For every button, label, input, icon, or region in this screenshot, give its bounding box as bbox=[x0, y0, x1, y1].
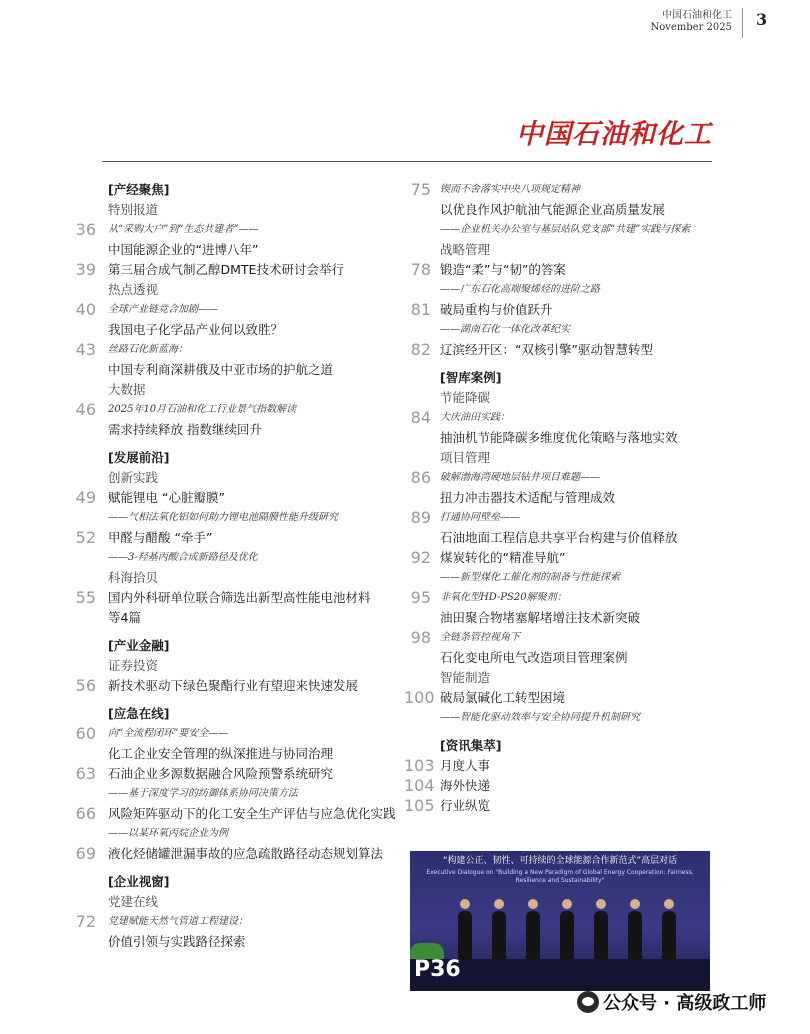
toc-entry-title[interactable] bbox=[404, 260, 710, 280]
toc-page-number: 89 bbox=[410, 508, 431, 527]
toc-entry-title[interactable] bbox=[404, 548, 710, 568]
toc-text: 大数据 bbox=[108, 382, 146, 397]
toc-text: 非氧化型HD-PS20解聚剂： bbox=[440, 592, 567, 603]
toc-entry-sub bbox=[404, 708, 710, 728]
toc-page-number: 104 bbox=[404, 776, 435, 795]
toc-text: [智库案例] bbox=[440, 370, 502, 385]
toc-text: 以优良作风护航油气能源企业高质量发展 bbox=[440, 202, 666, 217]
toc-page-number: 100 bbox=[404, 688, 435, 707]
toc-entry-pre[interactable] bbox=[404, 408, 710, 428]
toc-entry-cat bbox=[72, 468, 402, 488]
toc-text: 打通协同壁垒—— bbox=[440, 512, 520, 523]
toc-entry-sub bbox=[72, 548, 402, 568]
toc-entry-title[interactable] bbox=[404, 796, 710, 816]
toc-page-number: 46 bbox=[75, 400, 96, 419]
panelist bbox=[492, 911, 506, 959]
toc-entry-sub bbox=[72, 784, 402, 804]
toc-text: 破局重构与价值跃升 bbox=[440, 302, 553, 317]
toc-text: ——企业机关办公室与基层站队党支部“共建”实践与探索 bbox=[440, 224, 691, 235]
forum-photo bbox=[410, 851, 710, 991]
toc-entry-title bbox=[404, 608, 710, 628]
toc-text: 风险矩阵驱动下的化工安全生产评估与应急优化实践 bbox=[108, 806, 396, 821]
toc-text: 破解渤海湾硬地层钻井项目难题—— bbox=[440, 472, 600, 483]
toc-page-number: 95 bbox=[410, 588, 431, 607]
toc-entry-sub bbox=[404, 568, 710, 588]
toc-entry-cat bbox=[404, 388, 710, 408]
toc-text: 石油地面工程信息共享平台构建与价值释放 bbox=[440, 530, 678, 545]
toc-entry-sec bbox=[72, 872, 402, 892]
toc-entry-title[interactable] bbox=[72, 260, 402, 280]
panelist bbox=[662, 911, 676, 959]
toc-page-number: 103 bbox=[404, 756, 435, 775]
panelist bbox=[628, 911, 642, 959]
toc-text: [资讯集萃] bbox=[440, 738, 502, 753]
toc-text: 需求持续释放 指数继续回升 bbox=[108, 422, 262, 437]
toc-text: 大庆油田实践： bbox=[440, 412, 510, 423]
toc-text: 国内外科研单位联合筛选出新型高性能电池材料 bbox=[108, 590, 371, 605]
toc-page-number: 36 bbox=[75, 220, 96, 239]
toc-text: 辽滨经开区：“双核引擎”驱动智慧转型 bbox=[440, 342, 653, 357]
toc-text: 扭力冲击器技术适配与管理成效 bbox=[440, 490, 616, 505]
toc-text: 向“全流程闭环”要安全—— bbox=[108, 728, 229, 739]
toc-text: [企业视窗] bbox=[108, 874, 170, 889]
toc-text: ——3-羟基丙酸合成新路径及优化 bbox=[108, 552, 258, 563]
panelist bbox=[458, 911, 472, 959]
header-issue-date: November 2025 bbox=[650, 22, 732, 33]
toc-text: 锻造“柔”与“韧”的答案 bbox=[440, 262, 566, 277]
photo-banner-english: Executive Dialogue on "Building a New Paradigm of Global Energy Cooperation: Fairness, Resilience and Sustainability" bbox=[426, 869, 694, 884]
toc-entry-title bbox=[72, 420, 402, 440]
toc-entry-cat bbox=[404, 448, 710, 468]
toc-entry-cat bbox=[72, 280, 402, 300]
photo-banner: “构建公正、韧性、可持续的全球能源合作新范式”高层对话 bbox=[442, 856, 678, 866]
toc-entry-title[interactable] bbox=[72, 764, 402, 784]
toc-page-number: 52 bbox=[75, 528, 96, 547]
toc-text: 我国电子化学品产业何以致胜？ bbox=[108, 322, 284, 337]
toc-text: 海外快递 bbox=[440, 778, 491, 793]
toc-page-number: 43 bbox=[75, 340, 96, 359]
toc-entry-title[interactable] bbox=[72, 844, 402, 864]
toc-text: 丝路石化新蓝海： bbox=[108, 344, 188, 355]
toc-page-number: 81 bbox=[410, 300, 431, 319]
toc-entry-cat bbox=[72, 380, 402, 400]
toc-text: ——新型煤化工催化剂的制备与性能探索 bbox=[440, 572, 620, 583]
toc-text: ——基于深度学习的纺御体系协同决策方法 bbox=[108, 788, 298, 799]
toc-text: 创新实践 bbox=[108, 470, 159, 485]
toc-entry-title bbox=[404, 648, 710, 668]
toc-entry-sub bbox=[72, 824, 402, 844]
toc-right-column bbox=[404, 180, 710, 816]
toc-entry-title[interactable] bbox=[404, 756, 710, 776]
toc-entry-sec bbox=[404, 368, 710, 388]
watermark bbox=[577, 989, 766, 1015]
toc-text: 智能制造 bbox=[440, 670, 491, 685]
toc-text: 热点透视 bbox=[108, 282, 159, 297]
toc-entry-title[interactable] bbox=[72, 488, 402, 508]
toc-entry-pre[interactable] bbox=[72, 300, 402, 320]
header-divider bbox=[742, 8, 743, 38]
toc-text: 价值引领与实践路径探索 bbox=[108, 934, 246, 949]
toc-entry-sec bbox=[72, 180, 402, 200]
toc-text: 项目管理 bbox=[440, 450, 491, 465]
toc-text: 特别报道 bbox=[108, 202, 159, 217]
toc-entry-sec bbox=[404, 736, 710, 756]
toc-entry-pre[interactable] bbox=[72, 724, 402, 744]
toc-text: 赋能锂电 “心脏瓣膜” bbox=[108, 490, 225, 505]
toc-text: 全球产业链竞合加剧—— bbox=[108, 304, 218, 315]
toc-text: 第三届合成气制乙醇DMTE技术研讨会举行 bbox=[108, 262, 344, 277]
toc-text: [发展前沿] bbox=[108, 450, 170, 465]
toc-entry-title[interactable] bbox=[404, 300, 710, 320]
toc-text: 等4篇 bbox=[108, 610, 141, 625]
toc-entry-title bbox=[404, 200, 710, 220]
toc-text: 抽油机节能降碳多维度优化策略与落地实效 bbox=[440, 430, 678, 445]
toc-text: 油田聚合物堵塞解堵增注技术新突破 bbox=[440, 610, 641, 625]
toc-text: 月度人事 bbox=[440, 758, 491, 773]
toc-text: 战略管理 bbox=[440, 242, 491, 257]
toc-entry-pre[interactable] bbox=[404, 180, 710, 200]
panelist bbox=[594, 911, 608, 959]
magazine-name bbox=[640, 10, 732, 34]
toc-entry-title[interactable] bbox=[72, 528, 402, 548]
toc-page-number: 56 bbox=[75, 676, 96, 695]
toc-entry-pre[interactable] bbox=[404, 508, 710, 528]
photo-page-tag: P36 bbox=[414, 957, 461, 982]
toc-text: [产业金融] bbox=[108, 638, 170, 653]
toc-page-number: 84 bbox=[410, 408, 431, 427]
page-number: 3 bbox=[756, 10, 768, 29]
toc-entry-pre[interactable] bbox=[72, 220, 402, 240]
toc-page-number: 75 bbox=[410, 180, 431, 199]
toc-entry-title[interactable] bbox=[72, 588, 402, 608]
toc-page-number: 40 bbox=[75, 300, 96, 319]
toc-text: 液化烃储罐泄漏事故的应急疏散路径动态规划算法 bbox=[108, 846, 384, 861]
toc-text: [应急在线] bbox=[108, 706, 170, 721]
toc-text: 证券投资 bbox=[108, 658, 159, 673]
toc-text: 科海拾贝 bbox=[108, 570, 159, 585]
toc-entry-cat bbox=[404, 240, 710, 260]
toc-entry-cat bbox=[72, 568, 402, 588]
toc-text: [产经聚焦] bbox=[108, 182, 170, 197]
header-magazine-title: 中国石油和化工 bbox=[662, 10, 732, 21]
toc-page-number: 60 bbox=[75, 724, 96, 743]
toc-entry-cat bbox=[404, 668, 710, 688]
magazine-logo: 中国石油和化工 bbox=[516, 119, 712, 150]
toc-entry-title[interactable] bbox=[72, 804, 402, 824]
toc-entry-title bbox=[72, 932, 402, 952]
toc-text: ——广东石化高端聚烯烃的进阶之路 bbox=[440, 284, 600, 295]
panelist bbox=[526, 911, 540, 959]
toc-entry-sub bbox=[404, 280, 710, 300]
toc-entry-pre[interactable] bbox=[72, 400, 402, 420]
toc-text: 锲而不舍落实中央八项规定精神 bbox=[440, 184, 580, 195]
toc-text: 破局氯碱化工转型困境 bbox=[440, 690, 566, 705]
wechat-icon bbox=[577, 991, 599, 1013]
toc-text: ——智能化驱动效率与安全协同提升机制研究 bbox=[440, 712, 640, 723]
toc-page-number: 105 bbox=[404, 796, 435, 815]
toc-text: ——以某环氧丙烷企业为例 bbox=[108, 828, 228, 839]
toc-page-number: 82 bbox=[410, 340, 431, 359]
toc-entry-pre[interactable] bbox=[404, 588, 710, 608]
toc-entry-title[interactable] bbox=[404, 776, 710, 796]
toc-page-number: 78 bbox=[410, 260, 431, 279]
toc-text: 石油企业多源数据融合风险预警系统研究 bbox=[108, 766, 334, 781]
toc-entry-title[interactable] bbox=[404, 340, 710, 360]
toc-entry-sec bbox=[72, 636, 402, 656]
toc-text: 化工企业安全管理的纵深推进与协同治理 bbox=[108, 746, 334, 761]
toc-text: 党建赋能天然气管道工程建设： bbox=[108, 916, 248, 927]
toc-entry-title bbox=[72, 360, 402, 380]
toc-text: ——湖南石化一体化改革纪实 bbox=[440, 324, 570, 335]
toc-entry-pre[interactable] bbox=[72, 912, 402, 932]
toc-entry-title bbox=[404, 488, 710, 508]
toc-entry-title bbox=[72, 320, 402, 340]
toc-text: 中国能源企业的“进博八年” bbox=[108, 242, 259, 257]
toc-entry-sub bbox=[72, 508, 402, 528]
toc-text: 2025年10月石油和化工行业景气指数解读 bbox=[108, 404, 297, 415]
toc-entry-pre[interactable] bbox=[404, 468, 710, 488]
toc-entry-title bbox=[72, 240, 402, 260]
toc-page-number: 39 bbox=[75, 260, 96, 279]
toc-entry-cat bbox=[72, 656, 402, 676]
toc-entry-title bbox=[72, 744, 402, 764]
watermark-text: 公众号 · 高级政工师 bbox=[603, 993, 767, 1014]
panelist bbox=[560, 911, 574, 959]
toc-text: 石化变电所电气改造项目管理案例 bbox=[440, 650, 628, 665]
toc-page-number: 72 bbox=[75, 912, 96, 931]
toc-text: 中国专利商深耕俄及中亚市场的护航之道 bbox=[108, 362, 334, 377]
toc-entry-title bbox=[72, 608, 402, 628]
toc-page-number: 49 bbox=[75, 488, 96, 507]
toc-page-number: 66 bbox=[75, 804, 96, 823]
toc-entry-cat bbox=[72, 200, 402, 220]
toc-entry-pre[interactable] bbox=[72, 340, 402, 360]
toc-text: 全链条管控视角下 bbox=[440, 632, 520, 643]
toc-page-number: 86 bbox=[410, 468, 431, 487]
toc-entry-sec bbox=[72, 704, 402, 724]
toc-text: 甲醛与醋酸 “牵手” bbox=[108, 530, 213, 545]
toc-page-number: 55 bbox=[75, 588, 96, 607]
toc-entry-title bbox=[404, 428, 710, 448]
toc-entry-title[interactable] bbox=[404, 688, 710, 708]
toc-text: 节能降碳 bbox=[440, 390, 491, 405]
toc-page-number: 92 bbox=[410, 548, 431, 567]
toc-text: 煤炭转化的“精准导航” bbox=[440, 550, 566, 565]
toc-entry-sub bbox=[404, 220, 710, 240]
toc-entry-cat bbox=[72, 892, 402, 912]
toc-entry-sec bbox=[72, 448, 402, 468]
toc-entry-title[interactable] bbox=[72, 676, 402, 696]
toc-text: 新技术驱动下绿色聚酯行业有望迎来快速发展 bbox=[108, 678, 359, 693]
toc-entry-title bbox=[404, 528, 710, 548]
toc-entry-sub bbox=[404, 320, 710, 340]
toc-entry-pre[interactable] bbox=[404, 628, 710, 648]
toc-text: 党建在线 bbox=[108, 894, 159, 909]
header-rule bbox=[102, 161, 712, 162]
toc-page-number: 98 bbox=[410, 628, 431, 647]
toc-page-number: 63 bbox=[75, 764, 96, 783]
toc-page-number: 69 bbox=[75, 844, 96, 863]
toc-left-column bbox=[72, 180, 402, 952]
toc-text: 从“采购大户”到“生态共建者”—— bbox=[108, 224, 259, 235]
toc-text: 行业纵览 bbox=[440, 798, 491, 813]
toc-text: ——气相法氧化铝如何助力锂电池隔膜性能升级研究 bbox=[108, 512, 338, 523]
